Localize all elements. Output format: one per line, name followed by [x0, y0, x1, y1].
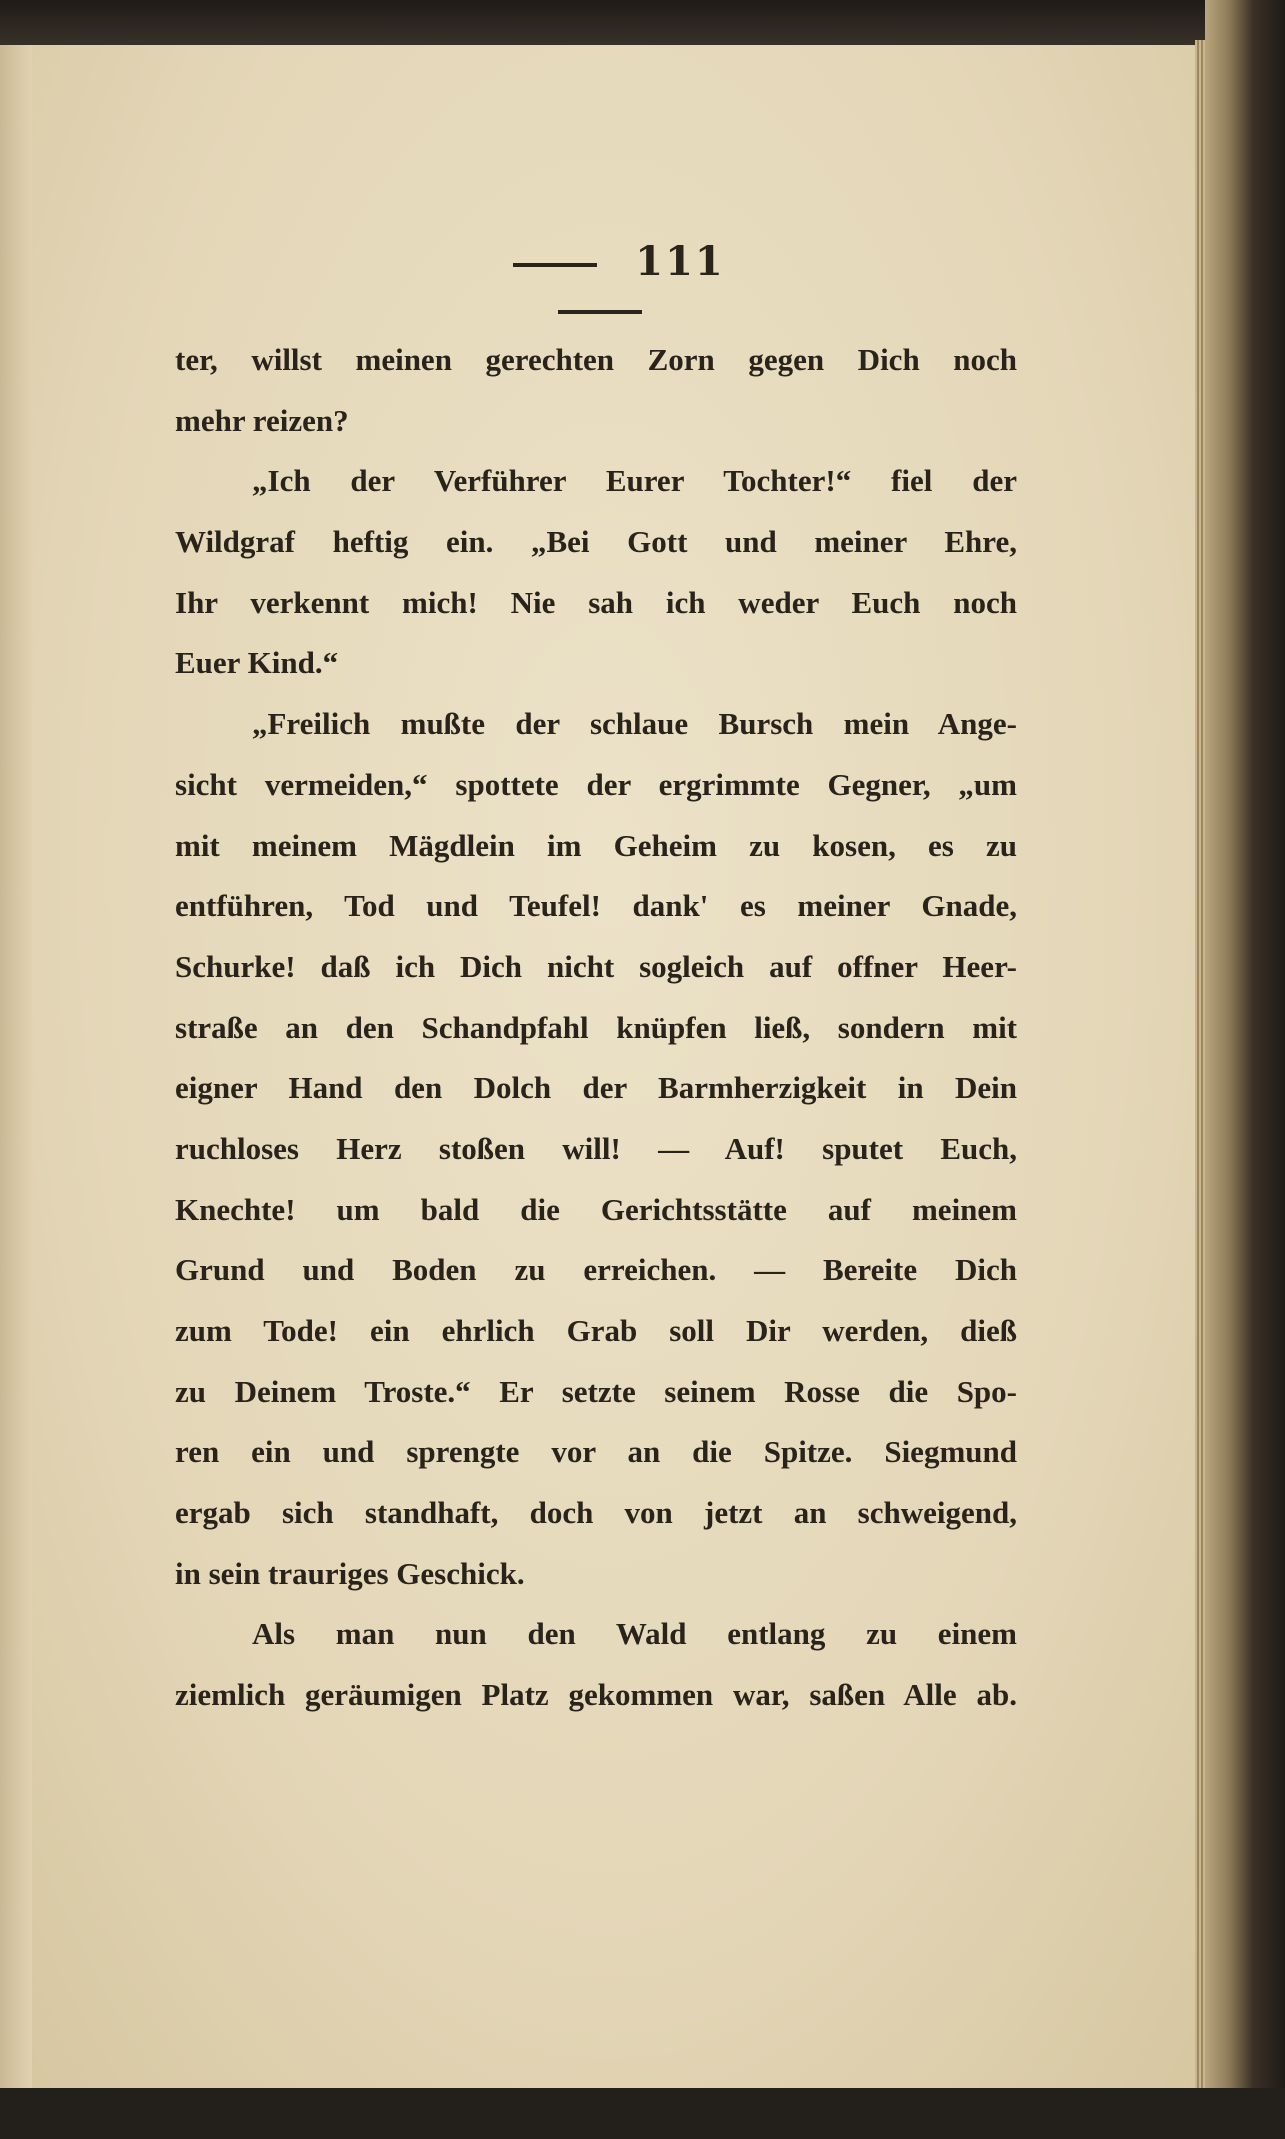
- text-line: entführen, Tod und Teufel! dank' es meiner Gnade,: [175, 888, 1017, 924]
- text-line: Grund und Boden zu erreichen. — Bereite Dich: [175, 1252, 1017, 1288]
- text-line: Wildgraf heftig ein. „Bei Gott und meiner Ehre,: [175, 524, 1017, 560]
- text-line: Als man nun den Wald entlang zu einem: [252, 1616, 1017, 1652]
- text-line: zum Tode! ein ehrlich Grab soll Dir werden, dieß: [175, 1313, 1017, 1348]
- page-gutter: [0, 45, 32, 2090]
- text-line: sicht vermeiden,“ spottete der ergrimmte Gegner, „um: [175, 766, 1017, 802]
- text-line: ruchloses Herz stoßen will! — Auf! sputet Euch,: [175, 1130, 1017, 1166]
- text-line: Schurke! daß ich Dich nicht sogleich auf offner Heer-: [175, 948, 1017, 984]
- text-line: ter, willst meinen gerechten Zorn gegen Dich noch: [175, 342, 1017, 377]
- page-header: [420, 238, 780, 332]
- text-line: ergab sich standhaft, doch von jetzt an schweigend,: [175, 1495, 1017, 1531]
- scan-top-border: [0, 0, 1285, 50]
- text-line: Knechte! um bald die Gerichtsstätte auf meinem: [175, 1191, 1017, 1227]
- text-line: straße an den Schandpfahl knüpfen ließ, sondern mit: [175, 1009, 1017, 1045]
- scan-bottom-border: [0, 2088, 1285, 2139]
- text-line: in sein trauriges Geschick.: [175, 1555, 525, 1591]
- text-line: „Ich der Verführer Eurer Tochter!“ fiel der: [252, 463, 1017, 499]
- text-line: „Freilich mußte der schlaue Bursch mein Ange-: [252, 706, 1017, 742]
- body-text: [175, 330, 1017, 1726]
- text-line: Ihr verkennt mich! Nie sah ich weder Euch noch: [175, 584, 1017, 620]
- text-line: ziemlich geräumigen Platz gekommen war, saßen Alle ab.: [175, 1677, 1017, 1713]
- text-line: eigner Hand den Dolch der Barmherzigkeit in Dein: [175, 1070, 1017, 1106]
- book-binding: [1205, 0, 1285, 2139]
- text-line: mehr reizen?: [175, 402, 349, 438]
- header-dash-left: [513, 263, 597, 267]
- text-line: zu Deinem Troste.“ Er setzte seinem Rosse die Spo-: [175, 1373, 1017, 1409]
- header-dash-right: [558, 310, 642, 314]
- text-line: ren ein und sprengte vor an die Spitze. Siegmund: [175, 1434, 1017, 1470]
- text-line: Euer Kind.“: [175, 645, 339, 681]
- page-number: 111: [635, 238, 725, 285]
- text-line: mit meinem Mägdlein im Geheim zu kosen, es zu: [175, 827, 1017, 863]
